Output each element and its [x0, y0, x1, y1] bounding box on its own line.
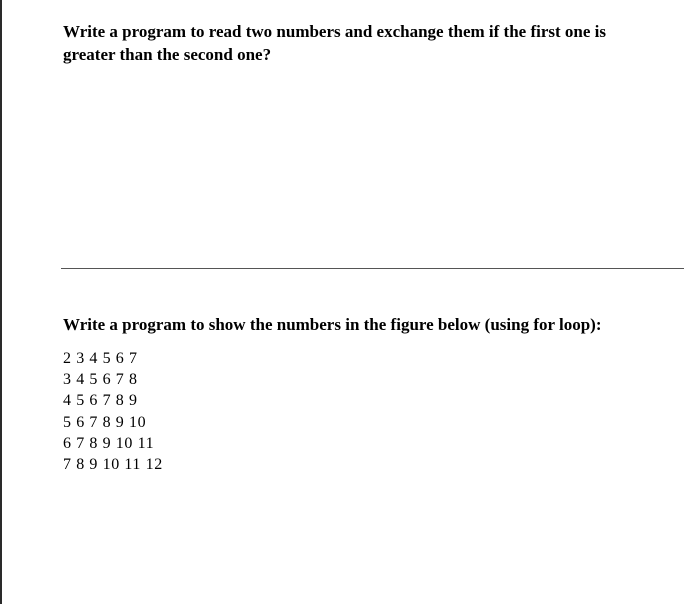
- figure-line-1: 2 3 4 5 6 7: [63, 350, 138, 367]
- question-1: [63, 20, 606, 66]
- section-divider: [61, 268, 684, 269]
- page-left-border: [0, 0, 2, 604]
- figure-line-2: 3 4 5 6 7 8: [63, 371, 138, 389]
- question-1-line-1: Write a program to read two numbers and exchange them if the first one is: [63, 22, 607, 41]
- figure-line-6: 7 8 9 10 11 12: [63, 456, 163, 474]
- figure-line-3: 4 5 6 7 8 9: [63, 392, 138, 410]
- number-figure: [63, 348, 163, 475]
- question-1-line-2: greater than the second one?: [63, 45, 272, 64]
- figure-line-4: 5 6 7 8 9 10: [63, 413, 147, 431]
- question-2: Write a program to show the numbers in the figure below (using for loop):: [63, 315, 602, 334]
- figure-line-5: 6 7 8 9 10 11: [63, 434, 155, 452]
